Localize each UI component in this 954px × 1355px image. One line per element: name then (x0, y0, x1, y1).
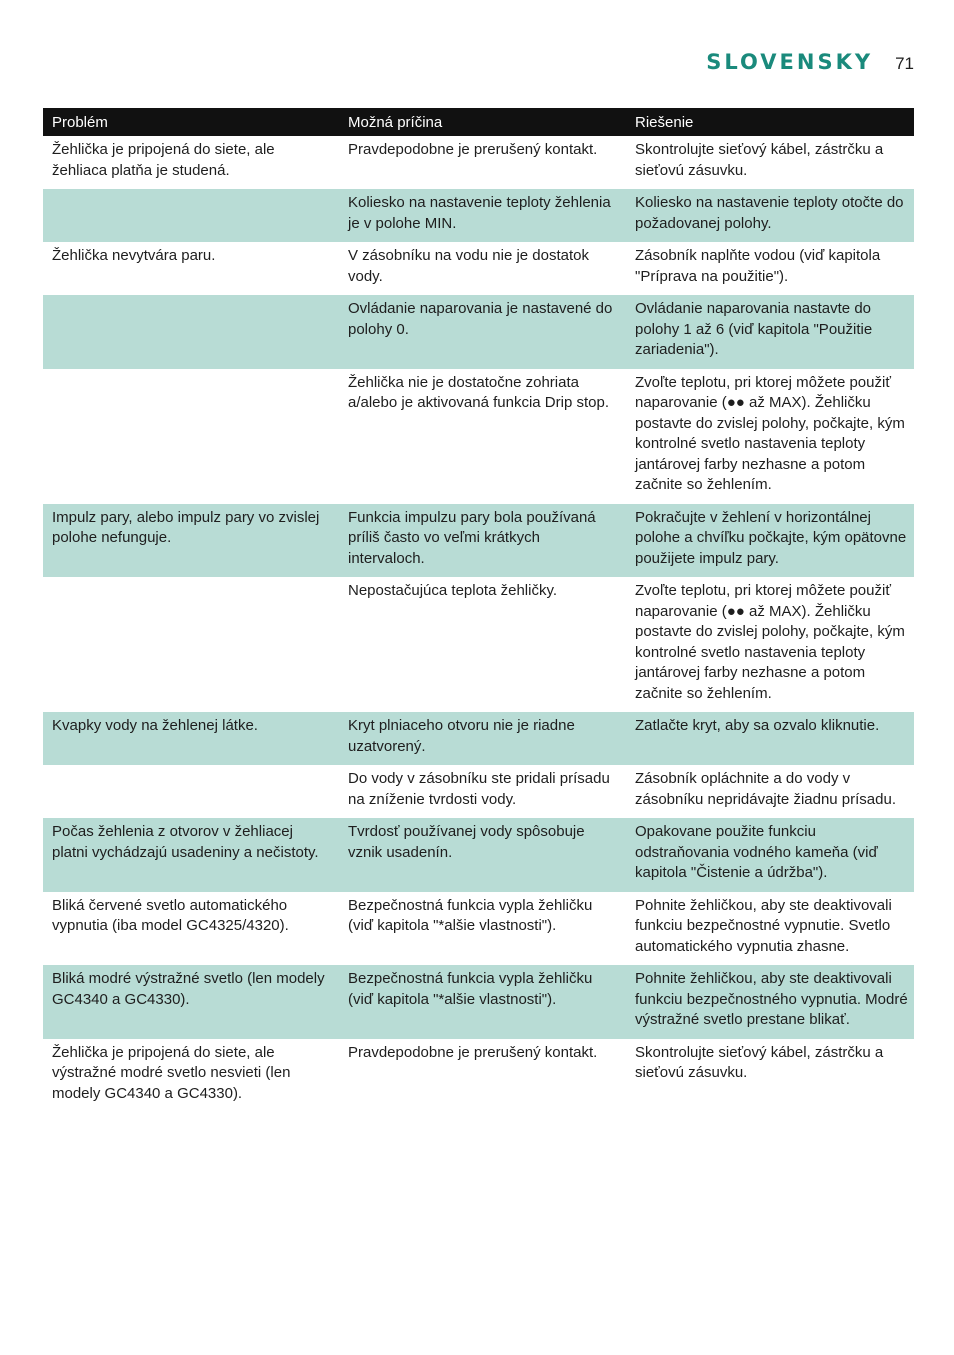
cause-cell: Žehlička nie je dostatočne zohriata a/alebo je aktivovaná funkcia Drip stop. (348, 373, 609, 411)
cause-cell: Tvrdosť používanej vody spôsobuje vznik usadenín. (348, 823, 585, 861)
problem-cell: Impulz pary, alebo impulz pary vo zvislej polohe nefunguje. (52, 508, 320, 546)
solution-cell: Zásobník opláchnite a do vody v zásobníku nepridávajte žiadnu prísadu. (635, 770, 897, 808)
solution-cell: Pokračujte v žehlení v horizontálnej polohe a chvíľku počkajte, kým opätovne použijete impulz pary. (635, 508, 907, 567)
column-header-solution: Riešenie (635, 113, 694, 131)
table-row (43, 892, 914, 966)
cause-cell: Pravdepodobne je prerušený kontakt. (348, 141, 598, 158)
table-row (43, 712, 914, 765)
problem-cell: Bliká modré výstražné svetlo (len modely GC4340 a GC4330). (52, 970, 325, 1008)
table-header (43, 108, 914, 136)
table-row (43, 765, 914, 818)
cause-cell: V zásobníku na vodu nie je dostatok vody. (348, 247, 589, 285)
cause-cell: Kryt plniaceho otvoru nie je riadne uzatvorený. (348, 717, 575, 755)
table-row (43, 504, 914, 578)
solution-cell: Pohnite žehličkou, aby ste deaktivovali funkciu bezpečnostného vypnutia. Modré výstražné svetlo prestane blikať. (635, 970, 908, 1028)
problem-cell (43, 765, 339, 818)
cause-cell: Pravdepodobne je prerušený kontakt. (348, 1043, 598, 1061)
solution-cell: Koliesko na nastavenie teploty otočte do požadovanej polohy. (635, 194, 904, 232)
cause-cell: Nepostačujúca teplota žehličky. (348, 582, 558, 599)
problem-cell: Bliká červené svetlo automatického vypnutia (iba model GC4325/4320). (52, 896, 289, 934)
solution-cell: Zatlačte kryt, aby sa ozvalo kliknutie. (635, 717, 880, 734)
cause-cell: Ovládanie naparovania je nastavené do polohy 0. (348, 300, 613, 338)
solution-cell: Pohnite žehličkou, aby ste deaktivovali funkciu bezpečnostné vypnutie. Svetlo automatického vypnutia zhasne. (635, 896, 892, 955)
problem-cell: Žehlička je pripojená do siete, ale žehliaca platňa je studená. (52, 141, 275, 179)
problem-cell: Počas žehlenia z otvorov v žehliacej platni vychádzajú usadeniny a nečistoty. (52, 823, 319, 861)
cause-cell: Bezpečnostná funkcia vypla žehličku (viď kapitola "*alšie vlastnosti"). (348, 970, 593, 1008)
table-row (43, 369, 914, 504)
problem-cell: Žehlička je pripojená do siete, ale výstražné modré svetlo nesvieti (len modely GC4340 a GC4330). (52, 1043, 291, 1102)
problem-cell (43, 369, 339, 504)
solution-cell: Opakovane použite funkciu odstraňovania vodného kameňa (viď kapitola "Čistenie a údržba"). (635, 823, 878, 881)
column-header-cause: Možná príčina (348, 113, 443, 131)
solution-cell: Zásobník naplňte vodou (viď kapitola "Príprava na použitie"). (635, 247, 881, 285)
solution-cell: Ovládanie naparovania nastavte do polohy 1 až 6 (viď kapitola "Použitie zariadenia"). (635, 300, 873, 358)
page-header (706, 50, 914, 74)
table-row (43, 189, 914, 242)
troubleshooting-table (43, 108, 914, 1112)
cause-cell: Koliesko na nastavenie teploty žehlenia je v polohe MIN. (348, 194, 611, 232)
solution-cell: Zvoľte teplotu, pri ktorej môžete použiť naparovanie (●● až MAX). Žehličku postavte do zvislej polohy, počkajte, kým kontrolné svetlo nastavenia teploty jantárovej farby nezhasne a potom začnite so žehlením. (635, 582, 905, 702)
cause-cell: Do vody v zásobníku ste pridali prísadu na zníženie tvrdosti vody. (348, 770, 610, 808)
cause-cell: Bezpečnostná funkcia vypla žehličku (viď kapitola "*alšie vlastnosti"). (348, 896, 593, 934)
problem-cell (43, 577, 339, 712)
cause-cell: Funkcia impulzu pary bola používaná príliš často vo veľmi krátkych intervaloch. (348, 508, 596, 567)
table-row (43, 818, 914, 892)
problem-cell: Žehlička nevytvára paru. (52, 247, 216, 264)
language-title: SLOVENSKY (706, 50, 874, 74)
table-row (43, 577, 914, 712)
table-row (43, 295, 914, 369)
column-header-problem: Problém (52, 113, 108, 131)
solution-cell: Skontrolujte sieťový kábel, zástrčku a sieťovú zásuvku. (635, 141, 884, 179)
solution-cell: Zvoľte teplotu, pri ktorej môžete použiť naparovanie (●● až MAX). Žehličku postavte do zvislej polohy, počkajte, kým kontrolné svetlo nastavenia teploty jantárovej farby nezhasne a potom začnite so žehlením. (635, 373, 905, 493)
table-row (43, 136, 914, 189)
solution-cell: Skontrolujte sieťový kábel, zástrčku a sieťovú zásuvku. (635, 1043, 884, 1081)
problem-cell (43, 295, 339, 369)
problem-cell: Kvapky vody na žehlenej látke. (52, 717, 258, 734)
page-number: 71 (895, 54, 914, 73)
problem-cell (43, 189, 339, 242)
table-row (43, 1039, 914, 1113)
table-row (43, 242, 914, 295)
table-row (43, 965, 914, 1039)
